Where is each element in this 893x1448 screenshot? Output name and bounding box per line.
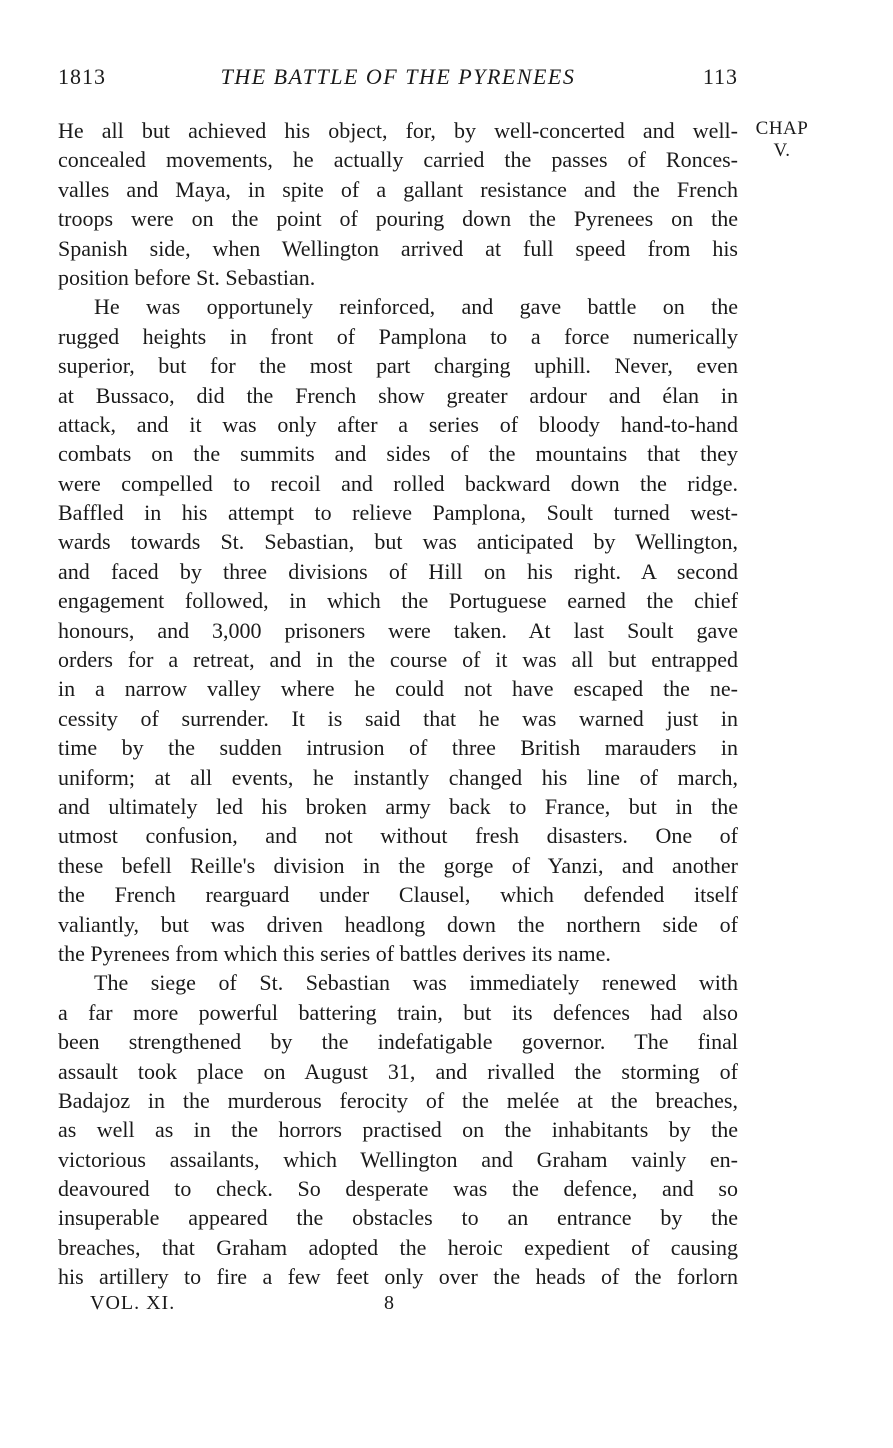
text-line: troops were on the point of pouring down the Pyrenees on the [58,206,738,232]
text-line: engagement followed, in which the Portuguese earned the chief [58,588,738,614]
running-head [58,64,738,94]
text-line: Badajoz in the murderous ferocity of the melée at the breaches, [58,1087,738,1113]
body-text [58,116,738,1292]
chapter-number: V. [773,140,791,161]
text-line: the French rearguard under Clausel, which defended itself [58,882,738,908]
text-line: and faced by three divisions of Hill on his right. A second [58,558,738,584]
text-line: orders for a retreat, and in the course of it was all but entrapped [58,647,738,673]
text-line: the Pyrenees from which this series of battles derives its name. [58,940,611,966]
text-line: breaches, that Graham adopted the heroic expedient of causing [58,1234,738,1260]
header-title: THE BATTLE OF THE PYRENEES [220,64,576,89]
text-line: utmost confusion, and not without fresh disasters. One of [58,823,738,849]
text-line: rugged heights in front of Pamplona to a force numerically [58,323,738,349]
text-line: He all but achieved his object, for, by well-concerted and well- [58,118,738,143]
signature-number: 8 [384,1292,394,1314]
text-line: He was opportunely reinforced, and gave battle on the [94,294,738,320]
text-line: attack, and it was only after a series of bloody hand-to-hand [58,411,738,437]
text-line: and ultimately led his broken army back to France, but in the [58,793,738,819]
text-line: as well as in the horrors practised on the inhabitants by the [58,1117,738,1143]
text-line: Spanish side, when Wellington arrived at full speed from his [58,235,738,261]
text-line: were compelled to recoil and rolled backward down the ridge. [58,470,738,496]
text-line: superior, but for the most part charging uphill. Never, even [58,353,738,379]
text-line: deavoured to check. So desperate was the defence, and so [58,1176,738,1202]
text-line: The siege of St. Sebastian was immediately renewed with [94,970,738,996]
text-line: been strengthened by the indefatigable governor. The final [58,1029,738,1055]
text-line: concealed movements, he actually carried the passes of Ronces- [58,147,738,173]
text-line: cessity of surrender. It is said that he was warned just in [58,705,738,731]
text-line: his artillery to fire a few feet only over the heads of the forlorn [58,1264,738,1290]
page-number: 113 [702,64,738,89]
header-year: 1813 [58,64,106,89]
text-line: at Bussaco, did the French show greater ardour and élan in [58,382,738,408]
text-line: uniform; at all events, he instantly changed his line of march, [58,764,738,790]
text-line: wards towards St. Sebastian, but was anticipated by Wellington, [58,529,738,555]
text-line: valiantly, but was driven headlong down the northern side of [58,911,738,937]
page-footer [58,1292,738,1322]
text-line: time by the sudden intrusion of three British marauders in [58,735,738,761]
text-line: assault took place on August 31, and rivalled the storming of [58,1058,738,1084]
text-line: Baffled in his attempt to relieve Pamplona, Soult turned west- [58,500,738,526]
text-line: a far more powerful battering train, but its defences had also [58,999,738,1025]
text-line: position before St. Sebastian. [58,264,316,290]
volume-signature: VOL. XI. [90,1292,176,1314]
chapter-margin-note [746,118,818,162]
text-line: honours, and 3,000 prisoners were taken. At last Soult gave [58,617,738,643]
chapter-label: CHAP [755,118,809,139]
text-line: valles and Maya, in spite of a gallant resistance and the French [58,176,738,202]
text-line: these befell Reille's division in the gorge of Yanzi, and another [58,852,738,878]
text-line: combats on the summits and sides of the mountains that they [58,441,738,467]
text-line: in a narrow valley where he could not have escaped the ne- [58,676,738,702]
text-line: victorious assailants, which Wellington and Graham vainly en- [58,1146,738,1172]
text-line: insuperable appeared the obstacles to an entrance by the [58,1205,738,1231]
